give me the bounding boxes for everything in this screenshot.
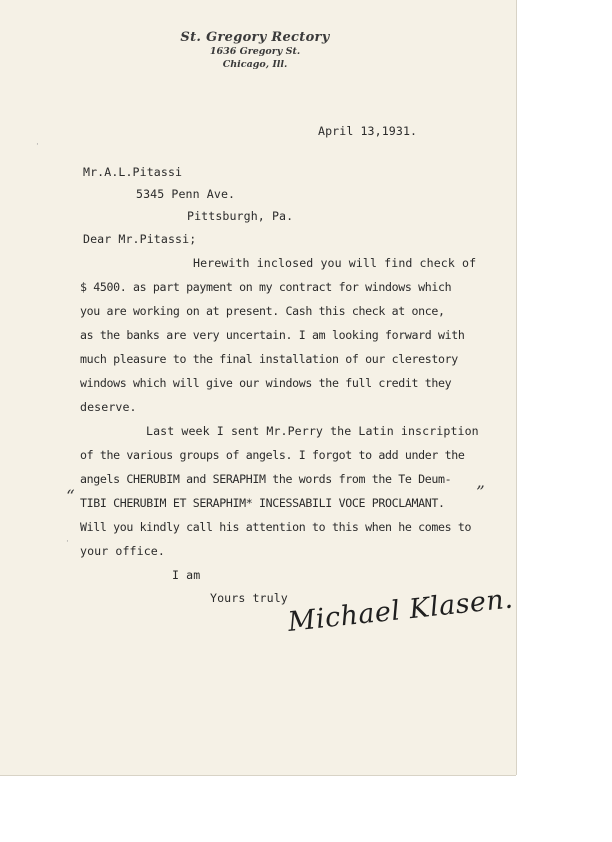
body-line: of the various groups of angels. I forgot to add under the (80, 448, 465, 462)
letterhead-name: St. Gregory Rectory (180, 30, 330, 45)
salutation: Dear Mr.Pitassi; (83, 232, 197, 246)
body-line: $ 4500. as part payment on my contract for windows which (80, 280, 452, 294)
body-line: Last week I sent Mr.Perry the Latin inscription (146, 424, 479, 438)
letter-date: April 13,1931. (318, 124, 418, 138)
recipient-street: 5345 Penn Ave. (136, 187, 236, 201)
body-line: Herewith inclosed you will find check of (193, 256, 477, 270)
closing-yours-truly: Yours truly (210, 591, 288, 605)
quote-open-mark: “ (66, 487, 75, 507)
recipient-city: Pittsburgh, Pa. (187, 209, 294, 223)
quote-close-mark: ” (476, 483, 485, 503)
letterhead-city: Chicago, Ill. (222, 59, 288, 70)
body-line: much pleasure to the final installation of our clerestory (80, 352, 458, 366)
body-line: TIBI CHERUBIM ET SERAPHIM* INCESSABILI VOCE PROCLAMANT. (80, 496, 445, 510)
body-line: as the banks are very uncertain. I am looking forward with (80, 328, 465, 342)
letterhead (150, 30, 360, 71)
letterhead-street: 1636 Gregory St. (209, 46, 301, 57)
body-line: your office. (80, 544, 165, 558)
closing-i-am: I am (172, 568, 201, 582)
body-line: windows which will give our windows the full credit they (80, 376, 452, 390)
paper-speck: · (36, 140, 39, 150)
body-line: deserve. (80, 400, 137, 414)
signature: Michael Klasen. (286, 583, 515, 638)
recipient-name: Mr.A.L.Pitassi (83, 165, 183, 179)
body-line: you are working on at present. Cash this check at once, (80, 304, 445, 318)
body-line: Will you kindly call his attention to this when he comes to (80, 520, 472, 534)
body-line: angels CHERUBIM and SERAPHIM the words from the Te Deum- (80, 472, 452, 486)
paper-speck: · (66, 537, 69, 547)
